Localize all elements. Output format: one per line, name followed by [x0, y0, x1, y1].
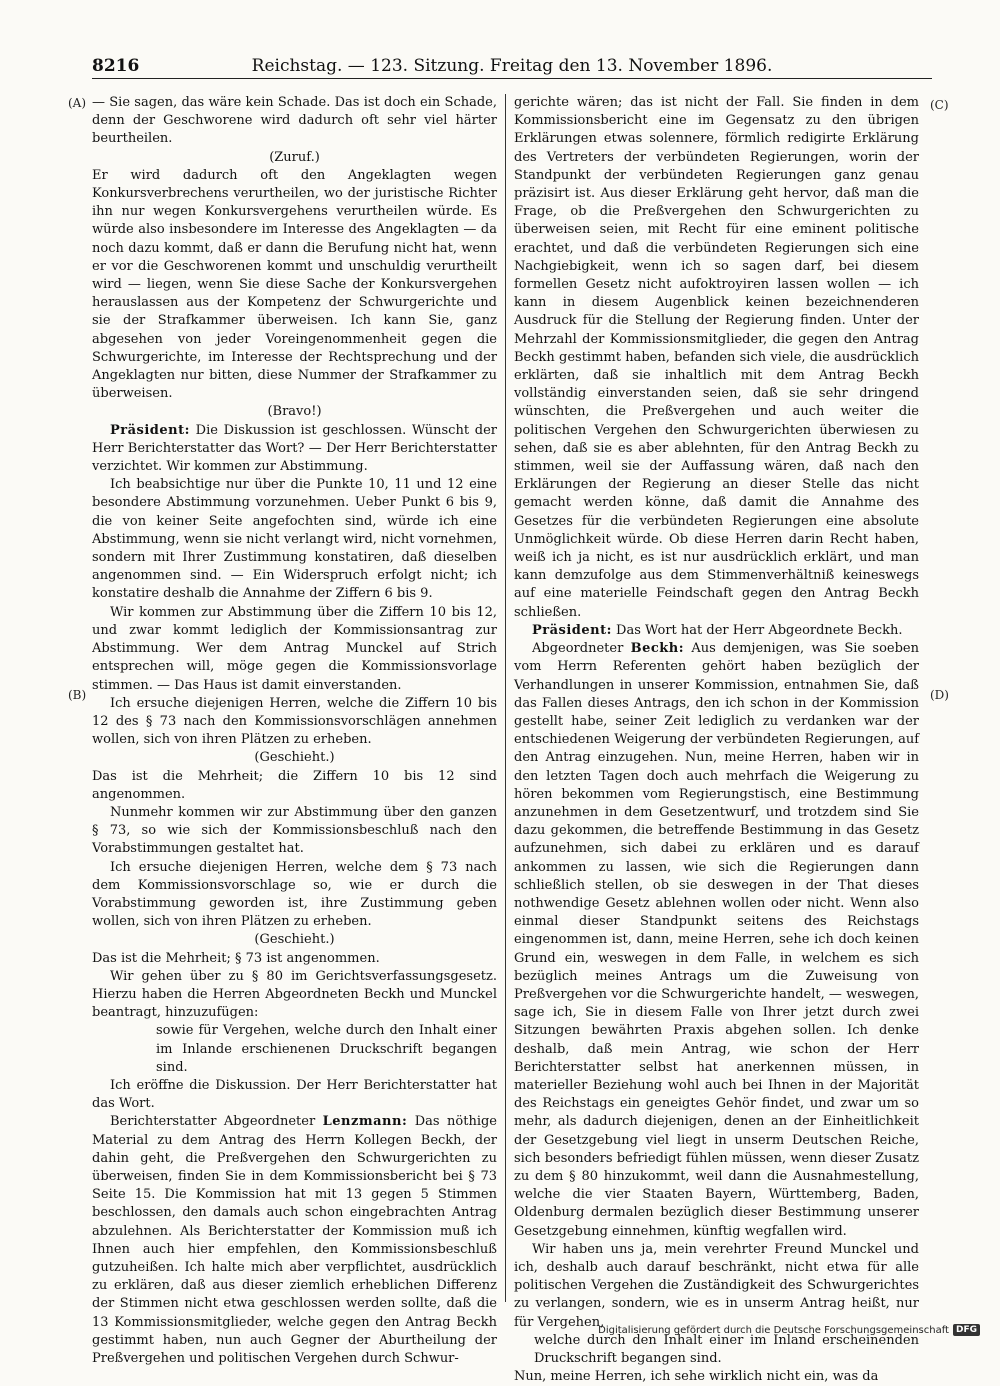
- paragraph-text: welche durch den Inhalt einer im Inland erscheinenden Druckschrift begangen sind.: [534, 1332, 919, 1367]
- margin-mark-d: (D): [930, 688, 949, 702]
- paragraph-text: Das Wort hat der Herr Abgeordnete Beckh.: [611, 622, 903, 638]
- margin-mark-a: (A): [68, 96, 87, 110]
- speaker-prefix: Abgeordneter: [532, 641, 631, 657]
- paragraph: [92, 1113, 497, 1368]
- interjection: [92, 749, 497, 767]
- paragraph: [92, 950, 497, 968]
- paragraph-text: (Bravo!): [267, 404, 322, 420]
- paragraph-text: (Geschieht.): [254, 750, 335, 766]
- interjection: [92, 403, 497, 421]
- margin-mark-c: (C): [930, 98, 949, 112]
- paragraph: [92, 476, 497, 603]
- running-title: Reichstag. — 123. Sitzung. Freitag den 13. November 1896.: [251, 56, 773, 76]
- paragraph-text: (Zuruf.): [269, 149, 320, 165]
- digitization-credit: Digitalisierung gefördert durch die Deutsche Forschungsgemeinschaft: [598, 1324, 949, 1336]
- paragraph: [92, 604, 497, 695]
- speaker-name: Präsident:: [110, 422, 190, 438]
- speaker-name: Lenzmann:: [322, 1114, 408, 1130]
- paragraph: [92, 422, 497, 477]
- column-divider: [505, 94, 506, 1302]
- interjection: [92, 149, 497, 167]
- paragraph-text: (Geschieht.): [254, 932, 335, 948]
- paragraph-text: Das nöthige Material zu dem Antrag des Herrn Kollegen Beckh, der dahin geht, die Preßvergehen den Schwurgerichten zu überweisen, finden Sie in dem Kommissionsbericht bei § 73 Seite 15. Die Kommission hat mit 13 gegen 5 Stimmen beschlossen, den damals auch schon eingebrachten Antrag abzulehnen. Als Berichterstatter der Kommission muß ich Ihnen auch hier empfehlen, den Kommissionsbeschluß gutzuheißen. Ich halte mich aber verpflichtet, ausdrücklich zu erklären, daß aus dieser ziemlich erheblichen Differenz der Stimmen nicht etwa geschlossen werden sollte, daß die 13 Kommissionsmitglieder, welche gegen den Antrag Beckh gestimmt haben, nun auch Gegner der Aburtheilung der Preßvergehen und politischen Vergehen durch Schwur-: [92, 1114, 497, 1367]
- paragraph: [92, 804, 497, 859]
- interjection: [92, 931, 497, 949]
- paragraph-text: Nun, meine Herren, ich sehe wirklich nicht ein, was da: [514, 1369, 879, 1385]
- paragraph-text: Wir gehen über zu § 80 im Gerichtsverfassungsgesetz. Hierzu haben die Herren Abgeordneten Beckh und Munckel beantragt, hinzuzufügen:: [92, 968, 497, 1021]
- footer: [598, 1324, 980, 1336]
- paragraph: [92, 1077, 497, 1113]
- paragraph: [92, 968, 497, 1023]
- dfg-logo: DFG: [953, 1324, 980, 1336]
- paragraph: [92, 94, 497, 149]
- paragraph-text: Ich beabsichtige nur über die Punkte 10, 11 und 12 eine besondere Abstimmung vorzunehmen. Ueber Punkt 6 bis 9, die von keiner Seite angefochten sind, würde ich eine Abstimmung, wenn sie nicht verlangt wird, nicht vornehmen, sondern mit Ihrer Zustimmung konstatiren, daß dieselben angenommen sind. — Ein Widerspruch erfolgt nicht; ich konstatire deshalb die Annahme der Ziffern 6 bis 9.: [92, 477, 497, 602]
- margin-mark-b: (B): [68, 688, 87, 702]
- paragraph: [92, 1022, 497, 1077]
- paragraph: [514, 622, 919, 640]
- paragraph-text: Wir kommen zur Abstimmung über die Ziffern 10 bis 12, und zwar kommt lediglich der Kommissionsantrag zur Abstimmung. Wer dem Antrag Munckel auf Strich entsprechen will, möge gegen die Kommissionsvorlage stimmen. — Das Haus ist damit einverstanden.: [92, 604, 497, 693]
- paragraph-text: Aus demjenigen, was Sie soeben vom Herrn Referenten gehört haben bezüglich der Verhandlungen in unserer Kommission, entnahmen Sie, daß das Fallen dieses Antrags, den ich schon in der Kommission gestellt habe, seiner Zeit lediglich zu verdanken war der entschiedenen Weigerung der verbündeten Regierungen, auf den Antrag einzugehen. Nun, meine Herren, haben wir in den letzten Tagen doch auch mehrfach die Weigerung zu hören bekommen vom Regierungstisch, eine Bestimmung anzunehmen in dem Gesetzentwurf, und trotzdem sind Sie dazu gekommen, die betreffende Bestimmung in das Gesetz aufzunehmen, sich dabei zu erklären und es darauf ankommen zu lassen, wie sich die Regierungen dann schließlich stellen, ob sie deswegen in der That dieses nothwendige Gesetz ablehnen wollen oder nicht. Wenn also einmal dieser Standpunkt seitens des Reichstags eingenommen ist, dann, meine Herren, sehe ich doch keinen Grund ein, weswegen in dem Falle, in welchem es sich bezüglich meines Antrags um die Zuweisung von Preßvergehen vor die Schwurgerichte handelt, — weswegen, sage ich, Sie in diesem Falle von Ihrer jetzt durch zwei Sitzungen bewährten Praxis abgehen sollen. Ich denke deshalb, daß mein Antrag, wie schon der Herr Berichterstatter selbst hat anerkennen müssen, in materieller Beziehung wohl auch bei Ihnen in der Majorität des Reichstags ein geneigtes Gehör findet, und zwar um so mehr, als dadurch diejenigen, denen an der Einheitlichkeit der Gesetzgebung viel liegt in unserm Deutschen Reiche, sich besonders befriedigt fühlen müssen, wenn dieser Zusatz zu dem § 80 hinzukommt, weil dann die Ausnahmestellung, welche die vier Staaten Bayern, Württemberg, Baden, Oldenburg dermalen bezüglich dieser Bestimmung unserer Gesetzgebung einnehmen, künftig wegfallen wird.: [514, 641, 919, 1239]
- left-column: [92, 94, 497, 1367]
- paragraph-text: Nunmehr kommen wir zur Abstimmung über den ganzen § 73, so wie sich der Kommissionsbeschluß nach den Vorabstimmungen gestaltet hat.: [92, 804, 497, 857]
- page-number: 8216: [92, 56, 140, 76]
- paragraph: [92, 695, 497, 750]
- paragraph-text: Das ist die Mehrheit; § 73 ist angenommen.: [92, 950, 380, 966]
- paragraph: [92, 167, 497, 404]
- paragraph-text: sowie für Vergehen, welche durch den Inhalt einer im Inlande erschienenen Druckschrift begangen sind.: [156, 1023, 497, 1075]
- paragraph-text: gerichte wären; das ist nicht der Fall. Sie finden in dem Kommissionsbericht eine im Gegensatz zu den übrigen Erklärungen etwas solennere, förmlich redigirte Erklärung des Vertreters der verbündeten Regierungen, worin der Standpunkt der verbündeten Regierungen ganz genau präzisirt ist. Aus dieser Erklärung geht hervor, daß man die Frage, ob die Preßvergehen den Schwurgerichten zu überweisen seien, mit Recht für eine eminent politische erachtet, und daß die verbündeten Regierungen sich eine Nachgiebigkeit, wenn ich so sagen darf, bei diesem formellen Gesetz nicht aufoktroyiren lassen wollen — ich kann in diesem Augenblick keinen bezeichnenderen Ausdruck für die Stellung der Regierung finden. Unter der Mehrzahl der Kommissionsmitglieder, die gegen den Antrag Beckh gestimmt haben, befanden sich viele, die ausdrücklich erklärten, daß sie inhaltlich mit dem Antrag Beckh vollständig einverstanden seien, daß sie sehr dringend wünschten, die Preßvergehen und auch weiter die politischen Vergehen den Schwurgerichten überwiesen zu sehen, daß sie es aber ablehnten, für den Antrag Beckh zu stimmen, weil sie der Auffassung wären, daß nach den Erklärungen der Regierung an dieser Stelle das nicht gemacht werden könne, daß damit die Annahme des Gesetzes für die verbündeten Regierungen eine absolute Unmöglichkeit würde. Ob diese Herren darin Recht haben, weiß ich ja nicht, es ist nur ausdrücklich erklärt, und man kann demzufolge aus dem Stimmenverhältniß keineswegs auf eine materielle Feindschaft gegen den Antrag Beckh schließen.: [514, 95, 919, 620]
- paragraph: [514, 1368, 919, 1386]
- speaker-name: Beckh:: [630, 641, 685, 657]
- paragraph-text: Die Diskussion ist geschlossen. Wünscht der Herr Berichterstatter das Wort? — Der Herr Berichterstatter verzichtet. Wir kommen zur Abstimmung.: [92, 422, 497, 475]
- paragraph-text: Ich ersuche diejenigen Herren, welche dem § 73 nach dem Kommissionsvorschlage so, wie er durch die Vorabstimmung geworden ist, ihre Zustimmung geben wollen, sich von ihren Plätzen zu erheben.: [92, 859, 497, 930]
- paragraph-text: Er wird dadurch oft den Angeklagten wegen Konkursverbrechens verurtheilen, wo der juristische Richter ihn nur wegen Konkursvergehens verurtheilen würde. Es würde also insbesondere im Interesse des Angeklagten — da noch dazu kommt, daß er dann die Berufung nicht hat, wenn er vor die Geschworenen kommt und unschuldig verurtheilt wird — liegen, wenn Sie diese Sache der Konkursvergehen herauslassen aus der Kompetenz der Schwurgerichte und sie der Strafkammer überweisen. Ich kann Sie, ganz abgesehen von jeder Voreingenommenheit gegen die Schwurgerichte, im Interesse der Rechtsprechung und der Angeklagten nur bitten, diese Nummer der Strafkammer zu überweisen.: [92, 167, 497, 402]
- paragraph-text: Wir haben uns ja, mein verehrter Freund Munckel und ich, deshalb auch darauf beschränkt, nicht etwa für alle politischen Vergehen die Zuständigkeit des Schwurgerichtes zu verlangen, sondern, wie es in unserm Antrag heißt, nur für Vergehen,: [514, 1241, 919, 1330]
- paragraph: [514, 1332, 919, 1368]
- paragraph: [514, 1241, 919, 1332]
- paragraph-text: Ich eröffne die Diskussion. Der Herr Berichterstatter hat das Wort.: [92, 1077, 497, 1112]
- paragraph: [92, 859, 497, 932]
- paragraph-text: — Sie sagen, das wäre kein Schade. Das ist doch ein Schade, denn der Geschworene wird dadurch oft sehr viel härter beurtheilen.: [92, 95, 497, 147]
- paragraph: [92, 768, 497, 804]
- paragraph: [514, 94, 919, 622]
- paragraph-text: Ich ersuche diejenigen Herren, welche die Ziffern 10 bis 12 des § 73 nach den Kommissionsvorschlägen annehmen wollen, sich von ihren Plätzen zu erheben.: [92, 695, 497, 748]
- speaker-name: Präsident:: [532, 622, 612, 638]
- page-header: [92, 56, 932, 79]
- paragraph: [514, 640, 919, 1241]
- speaker-prefix: Berichterstatter Abgeordneter: [110, 1114, 323, 1130]
- paragraph-text: Das ist die Mehrheit; die Ziffern 10 bis 12 sind angenommen.: [92, 768, 497, 802]
